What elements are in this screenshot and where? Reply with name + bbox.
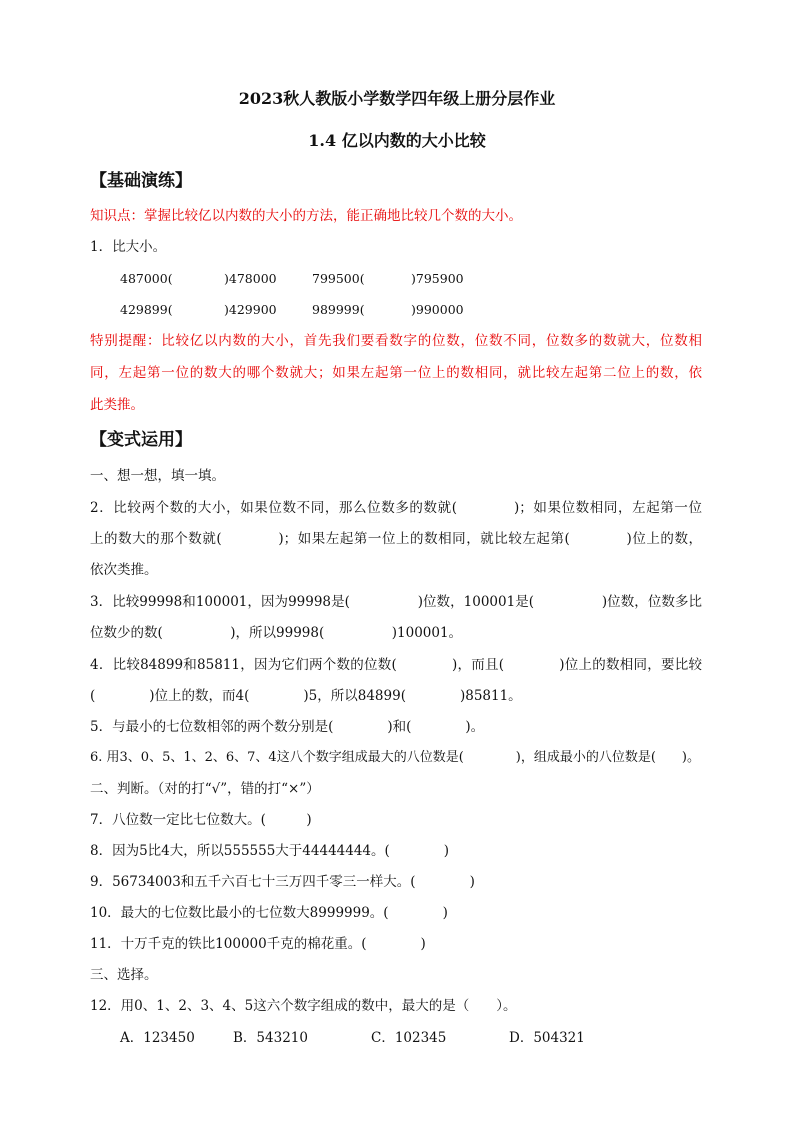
question-11: 11．十万千克的铁比100000千克的棉花重。( ) xyxy=(90,936,426,952)
special-tip-line: 同，左起第一位的数大的哪个数就大；如果左起第一位上的数相同，就比较左起第二位上的数，依 xyxy=(90,365,702,381)
option-b: B．543210 xyxy=(233,1030,308,1046)
question-12-stem: 12．用0、1、2、3、4、5这六个数字组成的数中，最大的是（ ）。 xyxy=(90,998,517,1014)
question-7: 7．八位数一定比七位数大。( ) xyxy=(90,812,312,828)
question-2-line: 上的数大的那个数就( )；如果左起第一位上的数相同，就比较左起第( )位上的数， xyxy=(90,531,702,547)
question-8: 8．因为5比4大，所以555555大于44444444。( ) xyxy=(90,843,450,859)
option-d: D．504321 xyxy=(509,1030,585,1046)
question-2-line: 2．比较两个数的大小，如果位数不同，那么位数多的数就( )；如果位数相同，左起第一位 xyxy=(90,500,702,516)
option-c: C．102345 xyxy=(371,1030,447,1046)
compare-item-left: 989999( xyxy=(312,302,365,317)
compare-item-right: )429900 xyxy=(224,302,277,317)
special-tip-line: 此类推。 xyxy=(90,397,144,413)
part-heading-judge: 二、判断。（对的打“√”，错的打“×”） xyxy=(90,781,320,797)
part-heading-choice: 三、选择。 xyxy=(90,967,158,983)
question-2-line: 依次类推。 xyxy=(90,562,158,578)
compare-item-left: 487000( xyxy=(120,271,173,286)
question-4-line: 4．比较84899和85811，因为它们两个数的位数( )，而且( )位上的数相同，要比较 xyxy=(90,657,702,673)
question-3-line: 位数少的数( )，所以99998( )100001。 xyxy=(90,625,463,641)
option-a: A．123450 xyxy=(120,1030,195,1046)
section-heading-variant: 【变式运用】 xyxy=(90,430,192,450)
question-5: 5．与最小的七位数相邻的两个数分别是( )和( )。 xyxy=(90,719,485,735)
page-title: 2023秋人教版小学数学四年级上册分层作业 xyxy=(238,89,556,108)
compare-item-right: )478000 xyxy=(224,271,277,286)
question-6: 6. 用3、0、5、1、2、6、7、4这八个数字组成最大的八位数是( )，组成最小的八位数是( )。 xyxy=(90,750,700,765)
compare-item-left: 799500( xyxy=(312,271,365,286)
question-4-line: ( )位上的数，而4( )5，所以84899( )85811。 xyxy=(90,688,522,704)
section-heading-basic: 【基础演练】 xyxy=(90,171,192,191)
part-heading-fill: 一、想一想，填一填。 xyxy=(90,468,225,484)
knowledge-point: 知识点：掌握比较亿以内数的大小的方法，能正确地比较几个数的大小。 xyxy=(90,208,522,224)
special-tip-line: 特别提醒：比较亿以内数的大小，首先我们要看数字的位数，位数不同，位数多的数就大，位数相 xyxy=(90,333,702,349)
question-1-stem: 1．比大小。 xyxy=(90,239,167,255)
compare-item-right: )990000 xyxy=(411,302,464,317)
question-3-line: 3．比较99998和100001，因为99998是( )位数，100001是( )位数，位数多比 xyxy=(90,594,702,610)
page-subtitle: 1.4 亿以内数的大小比较 xyxy=(308,131,486,150)
compare-item-left: 429899( xyxy=(120,302,173,317)
question-10: 10．最大的七位数比最小的七位数大8999999。( ) xyxy=(90,905,448,921)
compare-item-right: )795900 xyxy=(411,271,464,286)
question-9: 9．56734003和五千六百七十三万四千零三一样大。( ) xyxy=(90,874,475,890)
